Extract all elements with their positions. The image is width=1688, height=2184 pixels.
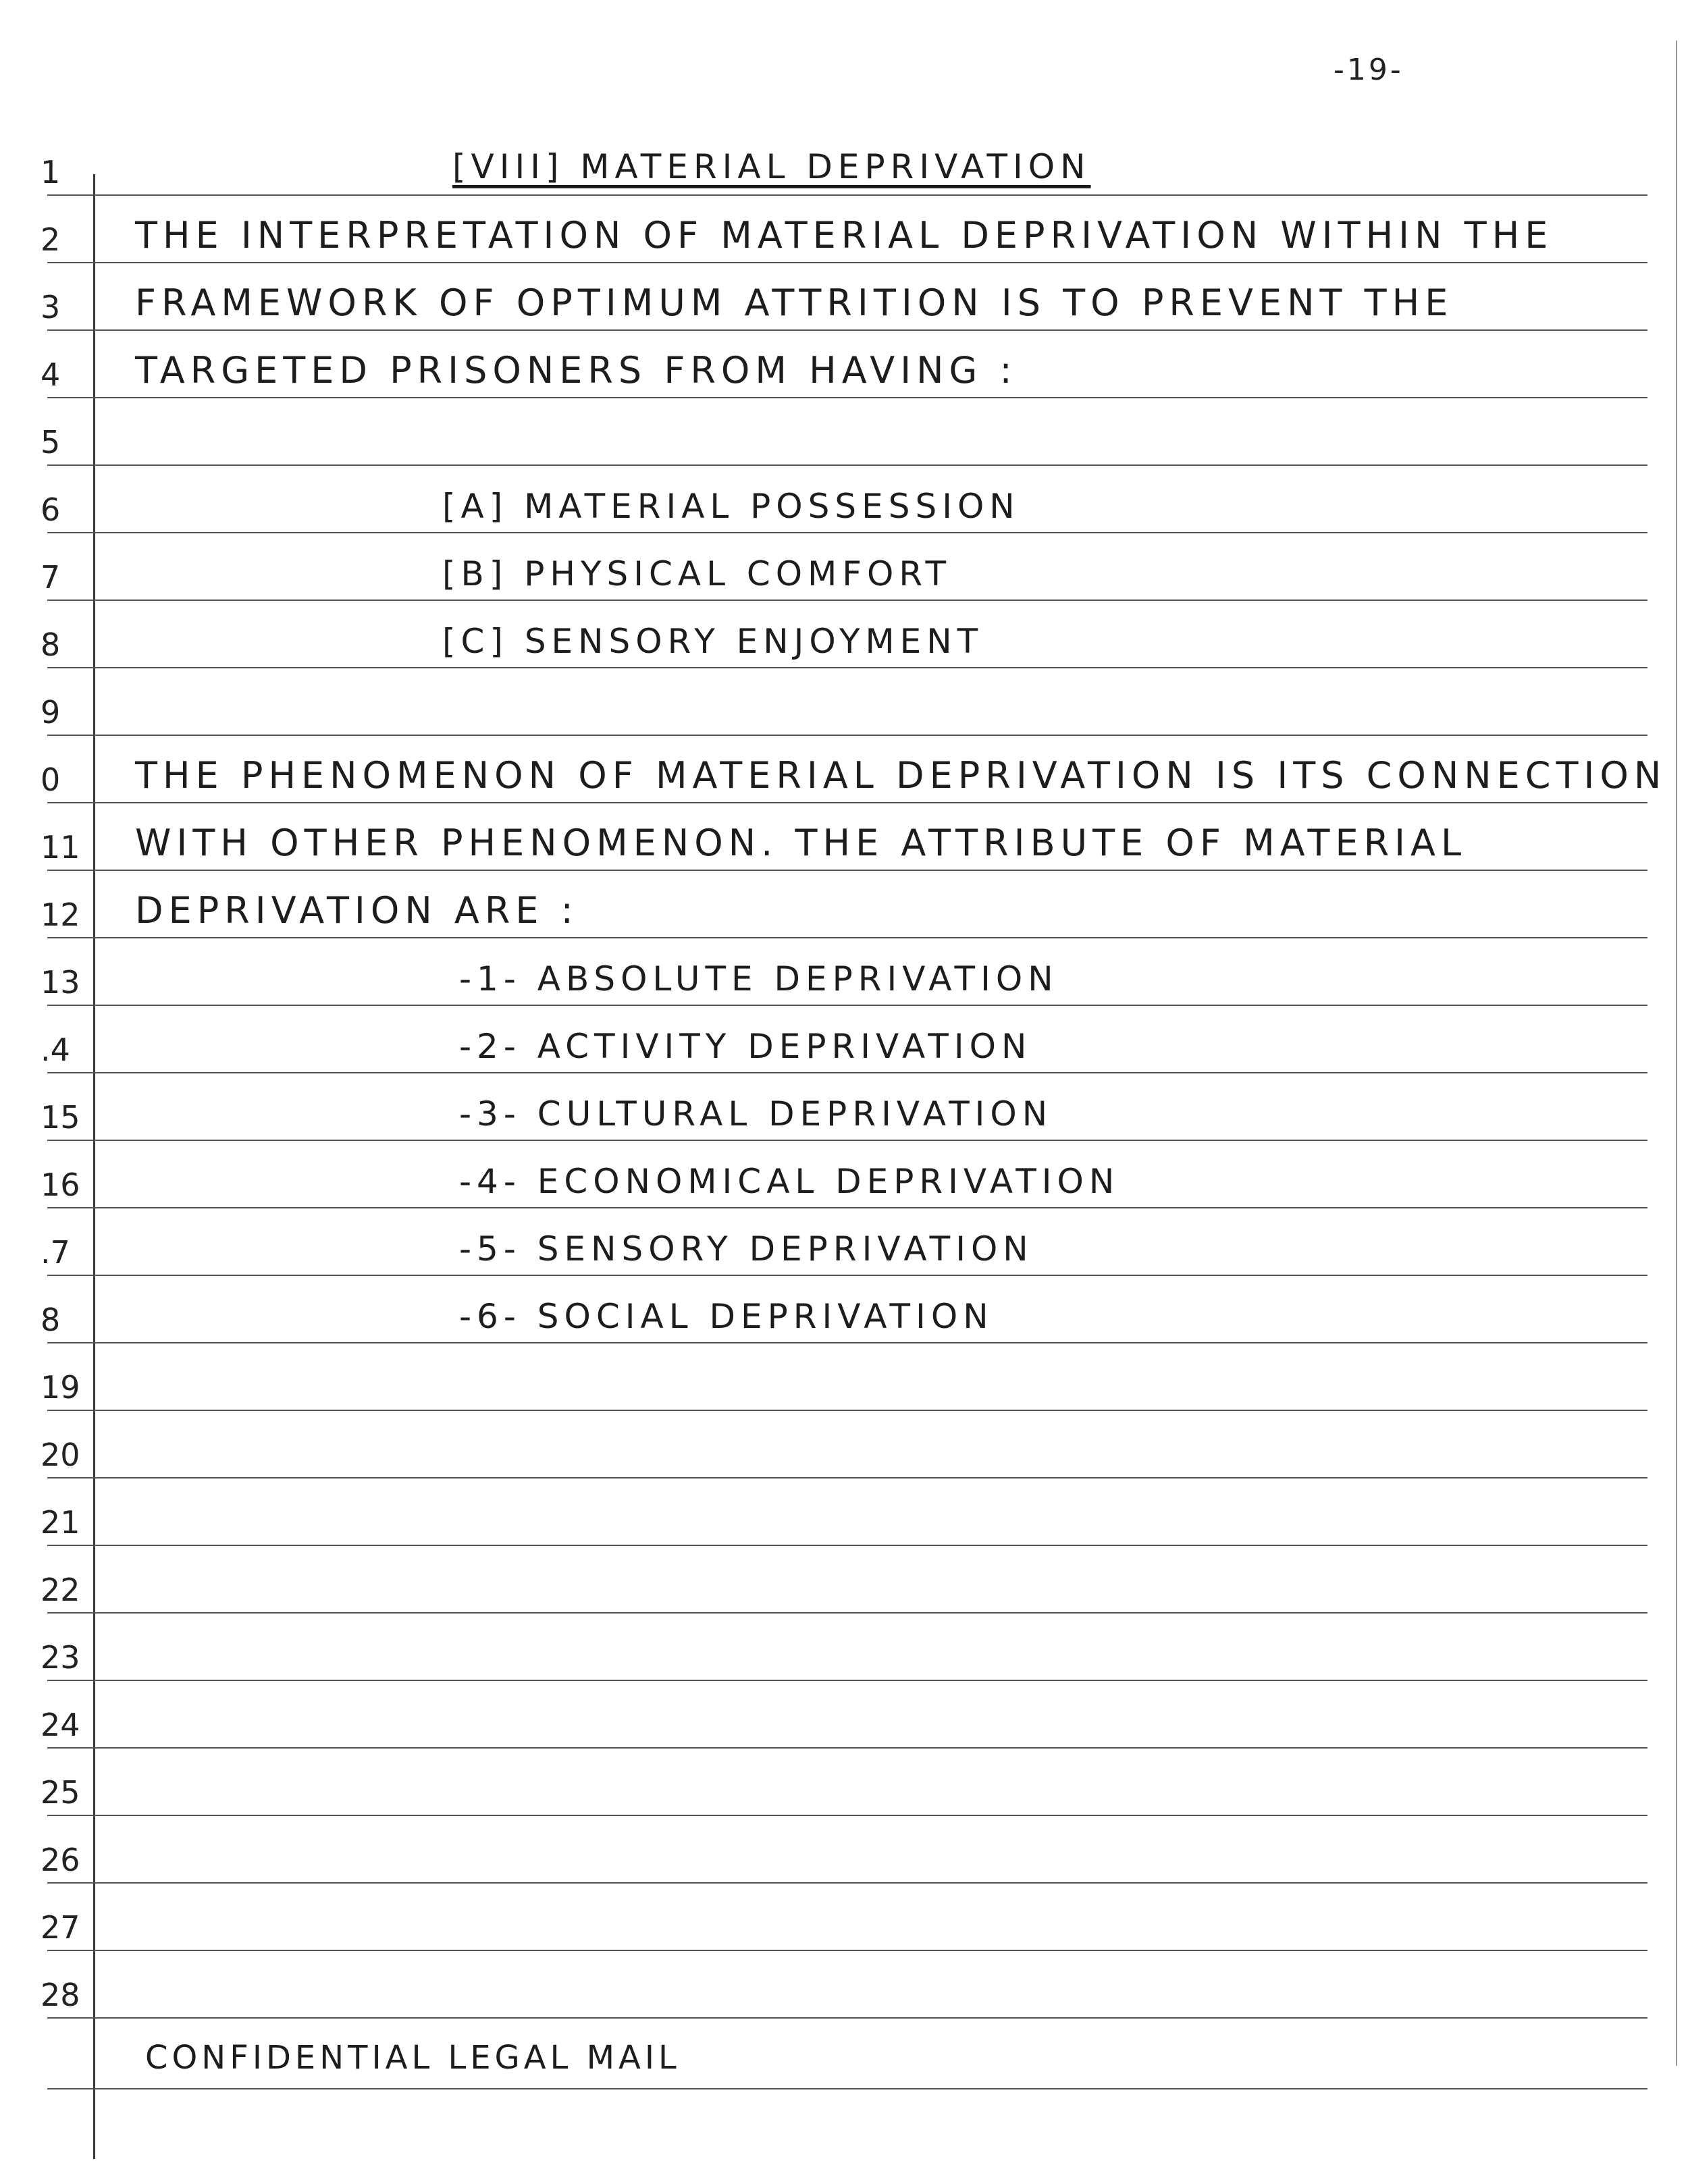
ruled-line [47,1410,1647,1411]
ruled-line [47,1207,1647,1208]
line-number: 24 [41,1707,80,1743]
list-item: -5- SENSORY DEPRIVATION [459,1229,1034,1269]
ruled-line [47,1612,1647,1614]
list-item: [B] PHYSICAL COMFORT [442,554,952,593]
paragraph-line: THE INTERPRETATION OF MATERIAL DEPRIVATION WITHIN THE [135,214,1554,257]
paragraph-line: DEPRIVATION ARE : [135,889,579,932]
line-number: 13 [41,964,80,1001]
line-number: 8 [41,1302,61,1338]
ruled-line [47,2017,1647,2019]
ruled-line [47,464,1647,466]
ruled-line [47,1545,1647,1546]
line-number: 22 [41,1572,80,1608]
footer-label: CONFIDENTIAL LEGAL MAIL [145,2039,681,2077]
line-number: 15 [41,1099,80,1136]
line-number: .7 [41,1234,70,1271]
ruled-line [47,1275,1647,1276]
line-number: 4 [41,356,61,393]
ruled-line [47,802,1647,803]
ruled-line [47,870,1647,871]
line-number: 2 [41,221,61,258]
ruled-line [47,667,1647,668]
paragraph-line: FRAMEWORK OF OPTIMUM ATTRITION IS TO PREVENT THE [135,282,1454,324]
line-number: 3 [41,289,61,325]
ruled-line [47,1950,1647,1951]
line-number: 26 [41,1842,80,1878]
right-page-edge [1676,41,1677,2066]
list-item: -3- CULTURAL DEPRIVATION [459,1094,1053,1134]
line-number: 8 [41,627,61,663]
line-number: 28 [41,1977,80,2013]
ruled-line [47,1815,1647,1816]
line-number: 25 [41,1774,80,1811]
ruled-line [47,1747,1647,1749]
left-margin-rule [93,174,95,2159]
paragraph-line: TARGETED PRISONERS FROM HAVING : [135,349,1018,392]
list-item: -6- SOCIAL DEPRIVATION [459,1297,994,1336]
paragraph-line: WITH OTHER PHENOMENON. THE ATTRIBUTE OF MATERIAL [135,822,1467,864]
ruled-line [47,532,1647,533]
footer-rule [47,2088,1647,2089]
list-item: -1- ABSOLUTE DEPRIVATION [459,959,1059,998]
line-number: 16 [41,1167,80,1203]
ruled-line [47,937,1647,938]
ruled-line [47,1005,1647,1006]
line-number: 0 [41,762,61,798]
list-item: -4- ECONOMICAL DEPRIVATION [459,1162,1120,1201]
line-number: 21 [41,1504,80,1541]
ruled-line [47,1072,1647,1073]
list-item: [A] MATERIAL POSSESSION [442,487,1020,526]
ruled-line [47,194,1647,196]
ruled-line [47,1140,1647,1141]
ruled-line [47,397,1647,398]
line-number: 12 [41,897,80,933]
line-number: 7 [41,559,61,595]
ruled-line [47,329,1647,331]
line-number: 1 [41,154,61,190]
line-number: .4 [41,1032,70,1068]
line-number: 9 [41,694,61,730]
line-number: 19 [41,1369,80,1406]
ruled-line [47,735,1647,736]
page-number: -19- [1334,53,1404,87]
line-number: 11 [41,829,80,865]
ruled-line [47,1342,1647,1343]
list-item: -2- ACTIVITY DEPRIVATION [459,1027,1032,1066]
line-number: 23 [41,1639,80,1676]
ruled-line [47,1680,1647,1681]
list-item: [C] SENSORY ENJOYMENT [442,622,984,661]
ruled-line [47,600,1647,601]
ruled-line [47,1882,1647,1884]
line-number: 5 [41,424,61,460]
paragraph-line: THE PHENOMENON OF MATERIAL DEPRIVATION IS ITS CONNECTION [135,754,1667,797]
line-number: 6 [41,491,61,528]
line-number: 20 [41,1437,80,1473]
section-title: [VIII] MATERIAL DEPRIVATION [452,147,1091,186]
ruled-line [47,262,1647,263]
line-number: 27 [41,1909,80,1946]
ruled-line [47,1477,1647,1479]
